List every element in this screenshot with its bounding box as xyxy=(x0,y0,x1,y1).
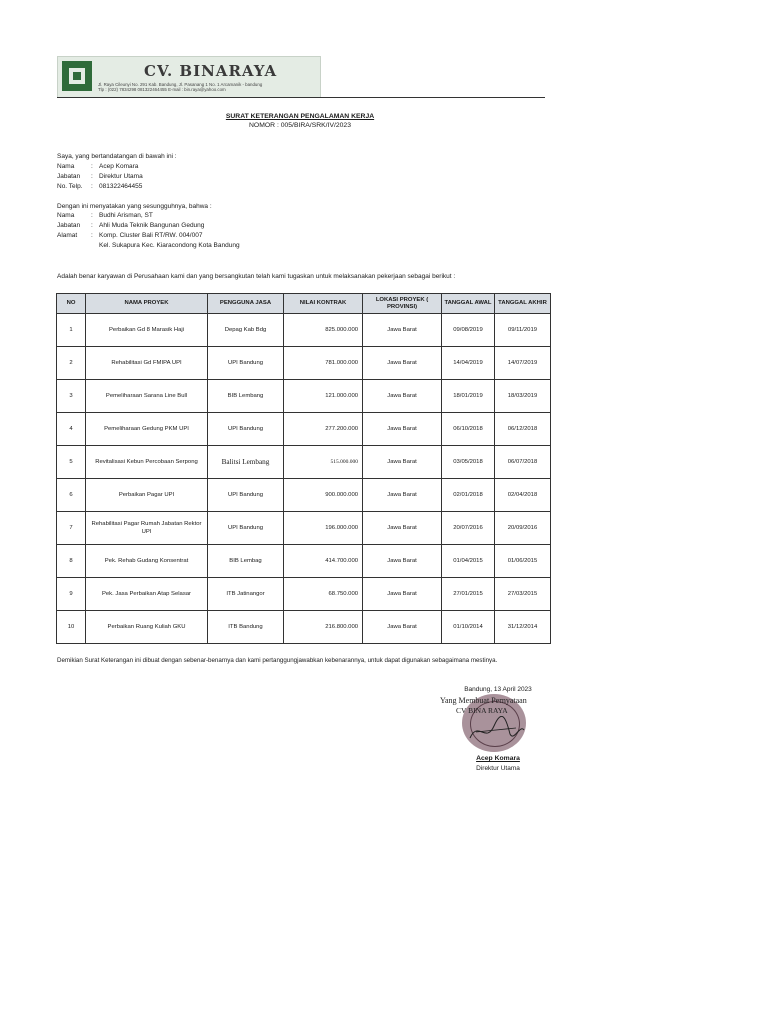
cell-start-date: 14/04/2019 xyxy=(442,347,495,380)
cell-no: 7 xyxy=(57,512,86,545)
cell-value: 68.750.000 xyxy=(284,578,363,611)
employee-address-2: Kel. Sukapura Kec. Kiaracondong Kota Bandung xyxy=(99,242,240,249)
table-row xyxy=(57,512,551,545)
signer-signature-position: Direktur Utama xyxy=(476,765,520,772)
cell-start-date: 27/01/2015 xyxy=(442,578,495,611)
cell-start-date: 06/10/2018 xyxy=(442,413,495,446)
cell-location: Jawa Barat xyxy=(363,413,442,446)
cell-no: 8 xyxy=(57,545,86,578)
signer-position: Direktur Utama xyxy=(99,173,143,180)
cell-project: Perbaikan Gd 8 Marasik Haji xyxy=(86,314,208,347)
intro-text: Saya, yang bertandatangan di bawah ini : xyxy=(57,153,177,160)
letter-title: SURAT KETERANGAN PENGALAMAN KERJA xyxy=(225,113,375,120)
cell-no: 2 xyxy=(57,347,86,380)
cell-end-date: 31/12/2014 xyxy=(495,611,551,644)
field-label: No. Telp. xyxy=(57,183,83,190)
cell-client: Balitsi Lembang xyxy=(208,446,284,479)
header-divider xyxy=(57,97,545,98)
cell-start-date: 02/01/2018 xyxy=(442,479,495,512)
signer-name: Acep Komara xyxy=(99,163,139,170)
table-row xyxy=(57,413,551,446)
cell-no: 9 xyxy=(57,578,86,611)
column-header: PENGGUNA JASA xyxy=(208,294,284,314)
cell-no: 6 xyxy=(57,479,86,512)
field-label: Nama xyxy=(57,212,75,219)
address-line-1: Jl. Raya Cileunyi No. 291 Kab. Bandung, Jl. Pasanang 1 No. 1 Arcamanik - bandung xyxy=(98,82,263,87)
table-header-row xyxy=(57,294,551,314)
cell-project: Rehabilitasi Pagar Rumah Jabatan Rektor UPI xyxy=(86,512,208,545)
table-row xyxy=(57,545,551,578)
column-header: NILAI KONTRAK xyxy=(284,294,363,314)
cell-client: UPI Bandung xyxy=(208,512,284,545)
cell-project: Pemeliharaan Gedung PKM UPI xyxy=(86,413,208,446)
signer-position-row: Jabatan : Direktur Utama xyxy=(57,173,143,180)
cell-project: Pek. Jasa Perbaikan Atap Selasar xyxy=(86,578,208,611)
table-row xyxy=(57,347,551,380)
employee-name: Budhi Arisman, ST xyxy=(99,212,153,219)
cell-value: 900.000.000 xyxy=(284,479,363,512)
project-table xyxy=(56,293,551,644)
cell-no: 10 xyxy=(57,611,86,644)
cell-project: Pemeliharaan Sarana Line Bull xyxy=(86,380,208,413)
column-header: NO xyxy=(57,294,86,314)
cell-end-date: 18/03/2019 xyxy=(495,380,551,413)
stamp-text-2: CV BINA RAYA xyxy=(456,706,508,715)
company-address xyxy=(98,82,318,92)
cell-start-date: 03/05/2018 xyxy=(442,446,495,479)
cell-project: Pek. Rehab Gudang Konsentrat xyxy=(86,545,208,578)
cell-value: 277.200.000 xyxy=(284,413,363,446)
field-label: Jabatan xyxy=(57,173,81,180)
letter-number: NOMOR : 005/BIRA/SRK/IV/2023 xyxy=(249,122,351,129)
table-row xyxy=(57,446,551,479)
column-header: TANGGAL AKHIR xyxy=(495,294,551,314)
field-label: Alamat xyxy=(57,232,78,239)
cell-end-date: 20/09/2016 xyxy=(495,512,551,545)
cell-location: Jawa Barat xyxy=(363,545,442,578)
cell-client: Depag Kab Bdg xyxy=(208,314,284,347)
cell-client: BIB Lembang xyxy=(208,380,284,413)
cell-no: 3 xyxy=(57,380,86,413)
cell-start-date: 18/01/2019 xyxy=(442,380,495,413)
column-header: TANGGAL AWAL xyxy=(442,294,495,314)
cell-client: ITB Jatinangor xyxy=(208,578,284,611)
cell-end-date: 14/07/2019 xyxy=(495,347,551,380)
table-row xyxy=(57,380,551,413)
cell-no: 5 xyxy=(57,446,86,479)
table-row xyxy=(57,479,551,512)
company-logo-icon xyxy=(62,61,92,91)
cell-no: 4 xyxy=(57,413,86,446)
cell-location: Jawa Barat xyxy=(363,446,442,479)
cell-value: 216.800.000 xyxy=(284,611,363,644)
signer-phone: 081322464455 xyxy=(99,183,143,190)
cell-value: 781.000.000 xyxy=(284,347,363,380)
table-intro-text: Adalah benar karyawan di Perusahaan kami dan yang bersangkutan telah kami tugaskan untuk melaksanakan pekerjaan sebagai berikut : xyxy=(57,273,456,280)
cell-start-date: 01/04/2015 xyxy=(442,545,495,578)
table-row xyxy=(57,578,551,611)
cell-location: Jawa Barat xyxy=(363,578,442,611)
cell-end-date: 06/12/2018 xyxy=(495,413,551,446)
table-row xyxy=(57,314,551,347)
cell-project: Perbaikan Pagar UPI xyxy=(86,479,208,512)
employee-address-1: Komp. Cluster Bali RT/RW. 004/007 xyxy=(99,232,203,239)
cell-start-date: 09/08/2019 xyxy=(442,314,495,347)
cell-client: ITB Bandung xyxy=(208,611,284,644)
cell-value: 515.000.000 xyxy=(284,446,363,479)
signer-phone-row: No. Telp. : 081322464455 xyxy=(57,183,143,190)
handwritten-signature-icon xyxy=(466,716,526,746)
cell-end-date: 01/06/2015 xyxy=(495,545,551,578)
cell-value: 196.000.000 xyxy=(284,512,363,545)
cell-end-date: 02/04/2018 xyxy=(495,479,551,512)
employee-name-row: Nama : Budhi Arisman, ST xyxy=(57,212,153,219)
stamp-text-1: Yang Membuat Pernyataan xyxy=(440,696,527,705)
cell-client: UPI Bandung xyxy=(208,479,284,512)
cell-location: Jawa Barat xyxy=(363,479,442,512)
cell-project: Perbaikan Ruang Kuliah GKU xyxy=(86,611,208,644)
field-label: Jabatan xyxy=(57,222,81,229)
signer-signature-name: Acep Komara xyxy=(476,755,520,762)
cell-client: BIB Lembag xyxy=(208,545,284,578)
cell-project: Rehabilitasi Gd FMIPA UPI xyxy=(86,347,208,380)
cell-value: 825.000.000 xyxy=(284,314,363,347)
cell-end-date: 27/03/2015 xyxy=(495,578,551,611)
cell-client: UPI Bandung xyxy=(208,347,284,380)
place-date: Bandung, 13 April 2023 xyxy=(464,686,532,693)
letterhead xyxy=(57,56,321,98)
statement-text: Dengan ini menyatakan yang sesungguhnya, bahwa : xyxy=(57,203,212,210)
cell-end-date: 06/07/2018 xyxy=(495,446,551,479)
field-label: Nama xyxy=(57,163,75,170)
employee-position-row: Jabatan : Ahli Muda Teknik Bangunan Gedung xyxy=(57,222,205,229)
address-line-2: Tlp : (022) 7834298 081322464455 E-mail : bin.raya@yahoo.com xyxy=(98,87,226,92)
column-header: LOKASI PROYEK ( PROVINSI) xyxy=(363,294,442,314)
cell-location: Jawa Barat xyxy=(363,380,442,413)
column-header: NAMA PROYEK xyxy=(86,294,208,314)
cell-location: Jawa Barat xyxy=(363,347,442,380)
cell-client: UPI Bandung xyxy=(208,413,284,446)
company-name: CV. BINARAYA xyxy=(144,62,278,80)
cell-location: Jawa Barat xyxy=(363,314,442,347)
employee-position: Ahli Muda Teknik Bangunan Gedung xyxy=(99,222,205,229)
employee-address-row: Alamat : Komp. Cluster Bali RT/RW. 004/007 xyxy=(57,232,203,239)
cell-value: 414.700.000 xyxy=(284,545,363,578)
cell-start-date: 01/10/2014 xyxy=(442,611,495,644)
cell-end-date: 09/11/2019 xyxy=(495,314,551,347)
cell-start-date: 20/07/2016 xyxy=(442,512,495,545)
employee-address-row-2 xyxy=(57,241,240,250)
cell-project: Revitalisasi Kebun Percobaan Serpong xyxy=(86,446,208,479)
closing-text: Demikian Surat Keterangan ini dibuat dengan sebenar-benarnya dan kami pertanggungjawabkan kebenarannya, untuk dapat digunakan sebagaimana mestinya. xyxy=(57,657,498,664)
signer-name-row: Nama : Acep Komara xyxy=(57,163,139,170)
cell-no: 1 xyxy=(57,314,86,347)
table-row xyxy=(57,611,551,644)
cell-location: Jawa Barat xyxy=(363,611,442,644)
cell-value: 121.000.000 xyxy=(284,380,363,413)
cell-location: Jawa Barat xyxy=(363,512,442,545)
